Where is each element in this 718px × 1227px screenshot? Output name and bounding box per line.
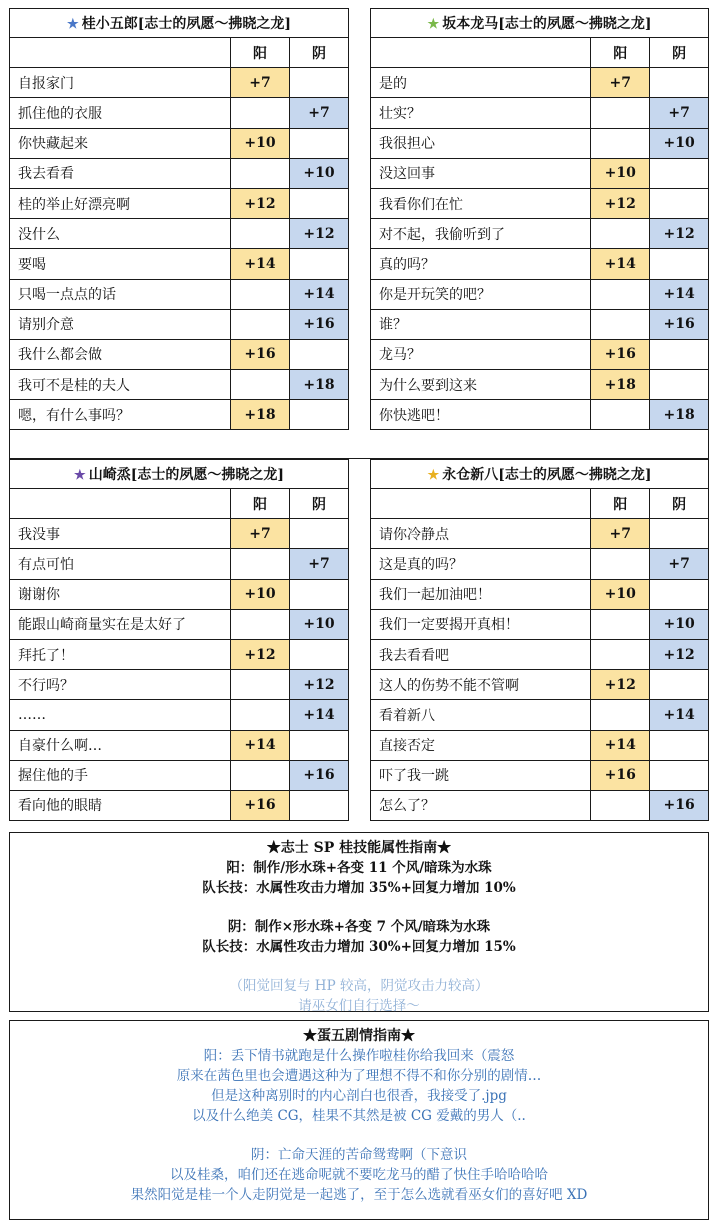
table-row — [371, 279, 709, 309]
choice-text: 你快藏起来 — [10, 128, 231, 158]
yang-value: +14 — [591, 730, 650, 760]
table-row — [10, 639, 349, 669]
table-nagakura — [370, 459, 709, 821]
yang-value: +16 — [231, 790, 290, 820]
skill-guide-title: ★志士 SP 桂技能属性指南★ — [266, 840, 452, 856]
table-row — [10, 700, 349, 730]
story-line: 但是这种离别时的内心剖白也很香，我接受了.jpg — [211, 1088, 507, 1104]
yang-value: +12 — [591, 670, 650, 700]
table-row — [371, 68, 709, 98]
table-row — [10, 549, 349, 579]
choice-text: 我去看看 — [10, 158, 231, 188]
table-row — [371, 579, 709, 609]
table-row — [10, 219, 349, 249]
yin-value: +10 — [290, 158, 349, 188]
yin-value — [290, 639, 349, 669]
choice-text: 这是真的吗？ — [371, 549, 591, 579]
table-row — [10, 790, 349, 820]
yin-value: +10 — [290, 609, 349, 639]
story-guide-title: ★蛋五剧情指南★ — [303, 1028, 415, 1044]
yang-value: +12 — [231, 188, 290, 218]
yin-value — [290, 730, 349, 760]
story-guide-box — [9, 1020, 709, 1220]
choice-text: 没这回事 — [371, 158, 591, 188]
story-line: 阳：丢下情书就跑是什么操作啦桂你给我回来（震怒 — [203, 1048, 515, 1064]
column-header-blank — [10, 489, 231, 519]
column-header-yin: 阴 — [650, 38, 709, 68]
choice-text: 请别介意 — [10, 309, 231, 339]
choice-text: 我去看看吧 — [371, 639, 591, 669]
skill-guide-box — [9, 832, 709, 1012]
table-title — [371, 9, 709, 38]
table-row — [10, 309, 349, 339]
yang-value: +18 — [591, 370, 650, 400]
yang-value: +16 — [231, 339, 290, 369]
yang-value — [591, 219, 650, 249]
yin-value: +12 — [290, 670, 349, 700]
column-header-blank — [10, 38, 231, 68]
yin-value: +10 — [650, 609, 709, 639]
yin-value — [290, 400, 349, 430]
table-row — [10, 730, 349, 760]
star-icon: ★ — [74, 468, 86, 483]
yin-value — [290, 579, 349, 609]
table-row — [371, 370, 709, 400]
column-header-yang: 阳 — [231, 489, 290, 519]
yin-value — [650, 68, 709, 98]
choice-text: 桂的举止好漂亮啊 — [10, 188, 231, 218]
choice-text: 嗯，有什么事吗？ — [10, 400, 231, 430]
yang-value — [591, 549, 650, 579]
yang-value — [231, 279, 290, 309]
star-icon: ★ — [67, 17, 79, 32]
table-row — [371, 609, 709, 639]
yin-value — [650, 670, 709, 700]
yin-value: +16 — [290, 309, 349, 339]
choice-text: 这人的伤势不能不管啊 — [371, 670, 591, 700]
yin-value: +18 — [650, 400, 709, 430]
table-row — [371, 158, 709, 188]
yin-value: +12 — [650, 219, 709, 249]
table-row — [371, 188, 709, 218]
table-row — [371, 730, 709, 760]
yang-value — [231, 370, 290, 400]
yin-value: +16 — [650, 309, 709, 339]
yin-value — [290, 68, 349, 98]
yang-value — [591, 400, 650, 430]
spacer-bar — [9, 430, 709, 459]
skill-hint-line2: 请巫女们自行选择～ — [298, 998, 420, 1014]
table-row — [371, 549, 709, 579]
table-yamazaki — [9, 459, 349, 821]
yang-value: +10 — [591, 579, 650, 609]
column-header-yin: 阴 — [650, 489, 709, 519]
yang-value: +14 — [231, 249, 290, 279]
guide-table — [9, 8, 349, 430]
yin-value — [650, 519, 709, 549]
table-row — [371, 400, 709, 430]
story-line: 果然阳觉是桂一个人走阴觉是一起逃了，至于怎么选就看巫女们的喜好吧 XD — [130, 1187, 588, 1203]
yang-value — [231, 609, 290, 639]
choice-text: 我看你们在忙 — [371, 188, 591, 218]
choice-text: 自豪什么啊… — [10, 730, 231, 760]
yang-value: +16 — [591, 760, 650, 790]
choice-text: 谁？ — [371, 309, 591, 339]
skill-hint-line1: （阳觉回复与 HP 较高，阴觉攻击力较高） — [229, 978, 489, 994]
yang-value — [231, 549, 290, 579]
table-row — [10, 400, 349, 430]
choice-text: 壮实？ — [371, 98, 591, 128]
yin-value — [290, 249, 349, 279]
table-row — [10, 760, 349, 790]
choice-text: 为什么要到这来 — [371, 370, 591, 400]
yang-value — [231, 309, 290, 339]
yang-value — [231, 98, 290, 128]
choice-text: 吓了我一跳 — [371, 760, 591, 790]
table-title — [10, 9, 349, 38]
table-row — [10, 339, 349, 369]
choice-text: 要喝 — [10, 249, 231, 279]
choice-text: 我们一起加油吧！ — [371, 579, 591, 609]
choice-text: 谢谢你 — [10, 579, 231, 609]
choice-text: 我们一定要揭开真相！ — [371, 609, 591, 639]
yang-value — [231, 219, 290, 249]
yin-value — [650, 730, 709, 760]
table-row — [371, 639, 709, 669]
choice-text: 龙马？ — [371, 339, 591, 369]
table-row — [371, 128, 709, 158]
yang-value: +10 — [231, 579, 290, 609]
choice-text: 你是开玩笑的吧？ — [371, 279, 591, 309]
choice-text: 能跟山崎商量实在是太好了 — [10, 609, 231, 639]
table-title-text: 坂本龙马[志士的夙愿～拂晓之龙] — [442, 16, 652, 32]
yin-value — [650, 760, 709, 790]
yang-value: +12 — [591, 188, 650, 218]
yang-value — [591, 279, 650, 309]
yin-value: +14 — [650, 700, 709, 730]
skill-yang-line2: 队长技：水属性攻击力增加 35%+回复力增加 10% — [202, 880, 516, 896]
table-row — [371, 519, 709, 549]
table-title-text: 桂小五郎[志士的夙愿～拂晓之龙] — [81, 16, 291, 32]
choice-text: 请你冷静点 — [371, 519, 591, 549]
yang-value: +7 — [231, 519, 290, 549]
column-header-blank — [371, 489, 591, 519]
yang-value — [591, 128, 650, 158]
table-row — [10, 370, 349, 400]
table-row — [10, 98, 349, 128]
yang-value — [231, 700, 290, 730]
table-row — [10, 579, 349, 609]
choice-text: 你快逃吧！ — [371, 400, 591, 430]
yang-value: +10 — [231, 128, 290, 158]
yin-value — [290, 339, 349, 369]
yang-value: +7 — [591, 519, 650, 549]
choice-text: 握住他的手 — [10, 760, 231, 790]
choice-text: 看向他的眼睛 — [10, 790, 231, 820]
choice-text: …… — [10, 700, 231, 730]
table-row — [371, 98, 709, 128]
yang-value — [231, 760, 290, 790]
choice-text: 看着新八 — [371, 700, 591, 730]
column-header-yin: 阴 — [290, 489, 349, 519]
yin-value: +7 — [290, 549, 349, 579]
yang-value — [231, 670, 290, 700]
yang-value: +12 — [231, 639, 290, 669]
column-header-yang: 阳 — [591, 38, 650, 68]
table-title-text: 永仓新八[志士的夙愿～拂晓之龙] — [442, 467, 652, 483]
table-row — [371, 670, 709, 700]
table-katsura — [9, 8, 349, 430]
column-header-yang: 阳 — [591, 489, 650, 519]
yang-value: +14 — [591, 249, 650, 279]
table-row — [371, 219, 709, 249]
choice-text: 我什么都会做 — [10, 339, 231, 369]
choice-text: 真的吗？ — [371, 249, 591, 279]
yang-value — [591, 700, 650, 730]
choice-text: 对不起，我偷听到了 — [371, 219, 591, 249]
table-row — [10, 68, 349, 98]
table-row — [10, 519, 349, 549]
choice-text: 是的 — [371, 68, 591, 98]
yin-value — [290, 128, 349, 158]
choice-text: 我很担心 — [371, 128, 591, 158]
story-line: 阴：亡命天涯的苦命鸳鸯啊（下意识 — [251, 1147, 467, 1163]
yin-value — [650, 158, 709, 188]
table-row — [371, 249, 709, 279]
guide-table — [9, 459, 349, 821]
yang-value — [591, 790, 650, 820]
yin-value — [650, 249, 709, 279]
choice-text: 自报家门 — [10, 68, 231, 98]
choice-text: 抓住他的衣服 — [10, 98, 231, 128]
yin-value: +7 — [650, 98, 709, 128]
choice-text: 不行吗？ — [10, 670, 231, 700]
choice-text: 我可不是桂的夫人 — [10, 370, 231, 400]
story-line: 以及桂桑，咱们还在逃命呢就不要吃龙马的醋了快住手哈哈哈哈 — [170, 1167, 548, 1183]
table-title — [10, 460, 349, 489]
yin-value: +12 — [650, 639, 709, 669]
choice-text: 我没事 — [10, 519, 231, 549]
yang-value: +10 — [591, 158, 650, 188]
table-row — [371, 309, 709, 339]
skill-yin-line1: 阴：制作×形水珠+各变 7 个风/暗珠为水珠 — [227, 919, 491, 935]
choice-text: 拜托了！ — [10, 639, 231, 669]
table-row — [371, 760, 709, 790]
table-row — [10, 188, 349, 218]
yin-value: +16 — [290, 760, 349, 790]
table-title-text: 山崎烝[志士的夙愿～拂晓之龙] — [88, 467, 284, 483]
column-header-yin: 阴 — [290, 38, 349, 68]
yang-value — [591, 98, 650, 128]
yang-value: +7 — [591, 68, 650, 98]
yin-value — [290, 790, 349, 820]
star-icon: ★ — [427, 17, 440, 32]
yang-value: +18 — [231, 400, 290, 430]
skill-yin-line2: 队长技：水属性攻击力增加 30%+回复力增加 15% — [202, 939, 516, 955]
yin-value — [650, 579, 709, 609]
story-line: 以及什么绝美 CG，桂果不其然是被 CG 爱戴的男人（.. — [192, 1108, 526, 1124]
yin-value — [650, 370, 709, 400]
yin-value: +18 — [290, 370, 349, 400]
yin-value: +10 — [650, 128, 709, 158]
yin-value: +16 — [650, 790, 709, 820]
yin-value: +14 — [650, 279, 709, 309]
guide-table — [370, 8, 709, 430]
choice-text: 有点可怕 — [10, 549, 231, 579]
yang-value — [591, 309, 650, 339]
choice-text: 只喝一点点的话 — [10, 279, 231, 309]
guide-table — [370, 459, 709, 821]
story-line: 原来在茜色里也会遭遇这种为了理想不得不和你分别的剧情… — [176, 1068, 542, 1084]
table-row — [371, 790, 709, 820]
choice-text: 没什么 — [10, 219, 231, 249]
yang-value — [591, 609, 650, 639]
table-row — [371, 339, 709, 369]
yin-value — [290, 188, 349, 218]
table-row — [371, 700, 709, 730]
yang-value — [231, 158, 290, 188]
yin-value: +14 — [290, 700, 349, 730]
table-row — [10, 609, 349, 639]
yin-value — [650, 188, 709, 218]
yin-value: +7 — [650, 549, 709, 579]
column-header-blank — [371, 38, 591, 68]
table-row — [10, 158, 349, 188]
yang-value: +14 — [231, 730, 290, 760]
table-row — [10, 670, 349, 700]
yin-value — [650, 339, 709, 369]
yin-value — [290, 519, 349, 549]
yang-value: +7 — [231, 68, 290, 98]
yin-value: +12 — [290, 219, 349, 249]
table-sakamoto — [370, 8, 709, 430]
yang-value — [591, 639, 650, 669]
column-header-yang: 阳 — [231, 38, 290, 68]
choice-text: 直接否定 — [371, 730, 591, 760]
star-icon: ★ — [427, 468, 440, 483]
table-row — [10, 279, 349, 309]
table-row — [10, 128, 349, 158]
yin-value: +7 — [290, 98, 349, 128]
choice-text: 怎么了？ — [371, 790, 591, 820]
table-title — [371, 460, 709, 489]
skill-yang-line1: 阳：制作/形水珠+各变 11 个风/暗珠为水珠 — [226, 860, 492, 876]
yin-value: +14 — [290, 279, 349, 309]
table-row — [10, 249, 349, 279]
yang-value: +16 — [591, 339, 650, 369]
